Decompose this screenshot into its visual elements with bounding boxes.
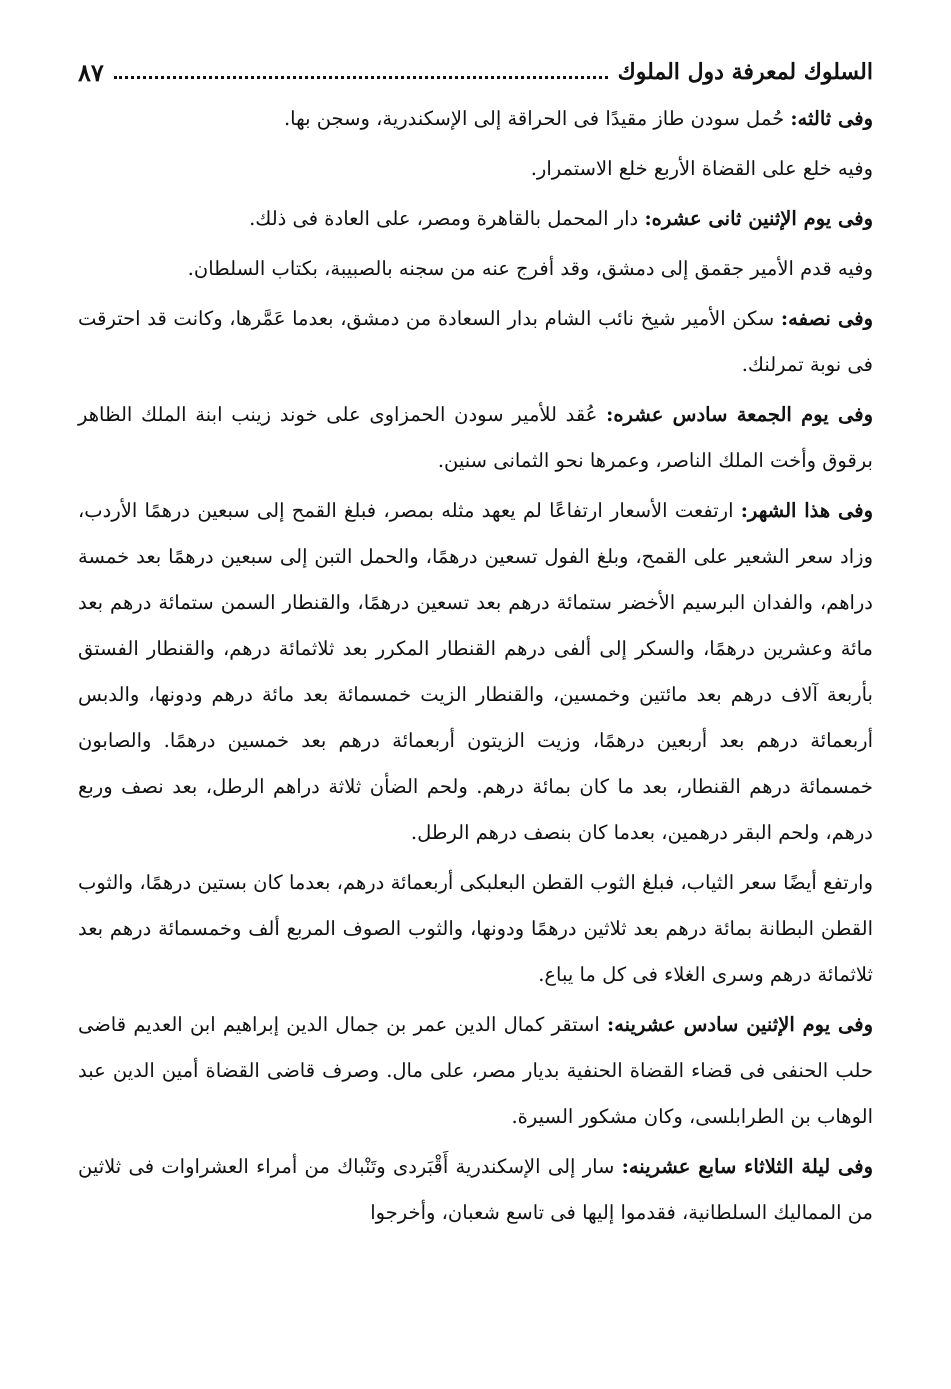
paragraph-9 [78,1002,873,1140]
paragraph-text: دار المحمل بالقاهرة ومصر، على العادة فى ذلك. [249,207,645,230]
paragraph-lead: وفى ليلة الثلاثاء سابع عشرينه: [621,1155,874,1178]
paragraph-text: استقر كمال الدين عمر بن جمال الدين إبراهيم ابن العديم قاضى حلب الحنفى فى قضاء القضاة الحنفية بديار مصر، على مال. وصرف قاضى القضاة أمين الدين عبد الوهاب بن الطرابلسى، وكان مشكور السيرة. [78,1013,873,1128]
paragraph-lead: وفى يوم الجمعة سادس عشره: [606,403,873,426]
page-body [78,96,873,1240]
paragraph-10 [78,1144,873,1236]
paragraph-text: وفيه قدم الأمير جقمق إلى دمشق، وقد أفرج عنه من سجنه بالصبيبة، بكتاب السلطان. [187,257,873,280]
page-number: ٨٧ [78,57,104,87]
paragraph-4 [78,246,873,292]
paragraph-6 [78,392,873,484]
header-dotted-leader [114,76,608,79]
paragraph-8 [78,860,873,998]
paragraph-2 [78,146,873,192]
paragraph-lead: وفى هذا الشهر: [740,499,873,522]
paragraph-text: عُقد للأمير سودن الحمزاوى على خوند زينب ابنة الملك الظاهر برقوق وأخت الملك الناصر، وعمرها نحو الثمانى سنين. [78,403,873,472]
paragraph-1 [78,96,873,142]
paragraph-lead: وفى ثالثه: [790,107,873,130]
paragraph-text: سار إلى الإسكندرية أَقْبَردى وتَنْباك من أمراء العشراوات فى ثلاثين من المماليك السلطانية، فقدموا إليها فى تاسع شعبان، وأخرجوا [78,1155,873,1224]
paragraph-text: سكن الأمير شيخ نائب الشام بدار السعادة من دمشق، بعدما عَمَّرها، وكانت قد احترقت فى نوبة تمرلنك. [78,307,873,376]
paragraph-7 [78,488,873,856]
paragraph-text: حُمل سودن طاز مقيدًا فى الحراقة إلى الإسكندرية، وسجن بها. [283,107,791,130]
paragraph-text: ارتفعت الأسعار ارتفاعًا لم يعهد مثله بمصر، فبلغ القمح إلى سبعين درهمًا الأردب، وزاد سعر الشعير على القمح، وبلغ الفول تسعين درهمًا، والحمل التبن إلى سبعين درهمًا بعد خمسة دراهم، والفدان البرسيم الأخضر ستمائة درهم بعد تسعين درهمًا، والقنطار السمن ستمائة درهم بعد مائة وعشرين درهمًا، والسكر إلى ألفى درهم القنطار المكرر بعد ثلاثمائة درهم، والقنطار الفستق بأربعة آلاف درهم بعد مائتين وخمسين، والقنطار الزيت خمسمائة بعد مائة درهم ودونها، والدبس أربعمائة درهم بعد أربعين درهمًا، وزيت الزيتون أربعمائة درهم بعد خمسين درهمًا. والصابون خمسمائة درهم القنطار، بعد ما كان بمائة درهم. ولحم الضأن ثلاثة دراهم الرطل، بعد نصف وربع درهم، ولحم البقر درهمين، بعدما كان بنصف درهم الرطل. [78,499,873,844]
paragraph-text: وارتفع أيضًا سعر الثياب، فبلغ الثوب القطن البعلبكى أربعمائة درهم، بعدما كان بستين درهمًا، والثوب القطن البطانة بمائة درهم بعد ثلاثين درهمًا ودونها، والثوب الصوف المربع ألف وخمسمائة درهم بعد ثلاثمائة درهم وسرى الغلاء فى كل ما يباع. [78,871,873,986]
running-header [78,54,873,90]
paragraph-lead: وفى نصفه: [780,307,873,330]
paragraph-lead: وفى يوم الإثنين سادس عشرينه: [607,1013,873,1036]
header-title: السلوك لمعرفة دول الملوك [617,59,873,85]
paragraph-3 [78,196,873,242]
paragraph-text: وفيه خلع على القضاة الأربع خلع الاستمرار. [530,157,873,180]
paragraph-5 [78,296,873,388]
paragraph-lead: وفى يوم الإثنين ثانى عشره: [644,207,873,230]
